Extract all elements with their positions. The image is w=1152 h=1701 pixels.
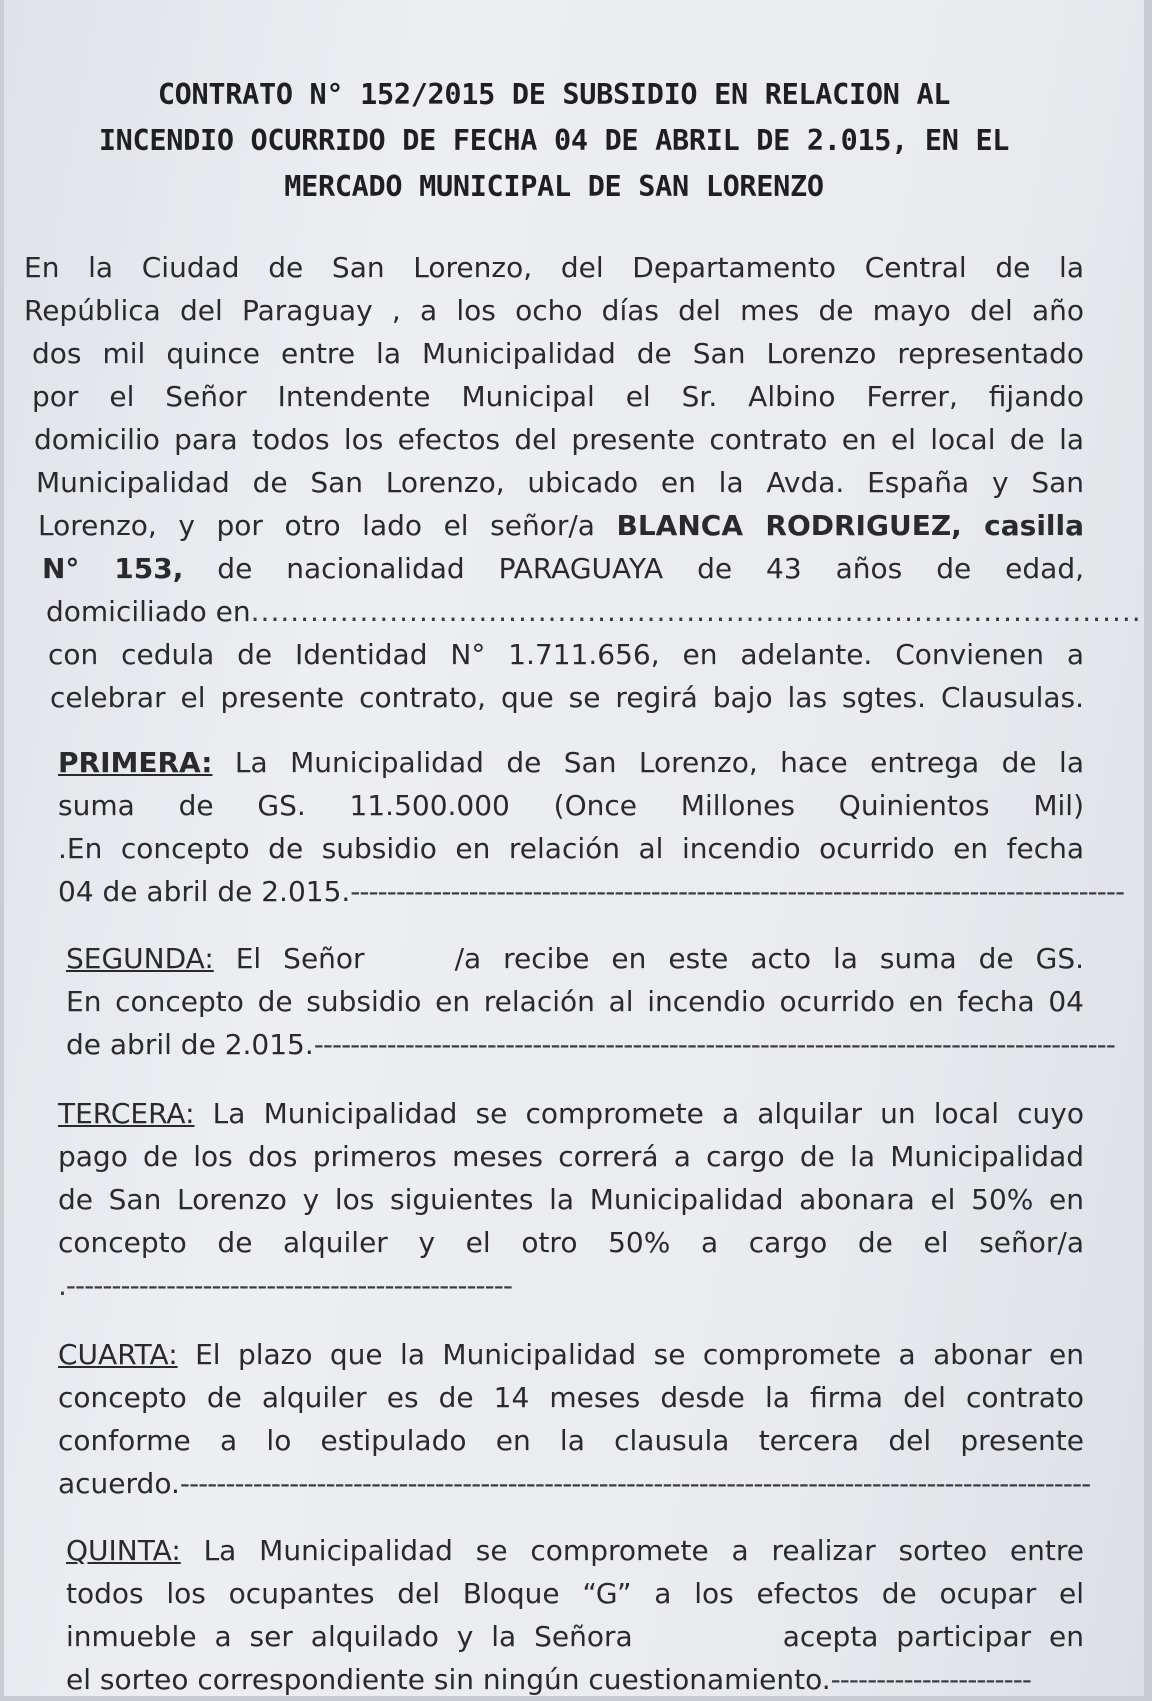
clause-tercera — [24, 1092, 1084, 1307]
document-page — [4, 0, 1144, 1696]
clause-line: concepto de alquiler y el otro 50% a cargo de el señor/a — [58, 1226, 1084, 1259]
clause-cuarta — [24, 1333, 1091, 1505]
clause-label: TERCERA: — [58, 1097, 195, 1130]
intro-line: celebrar el presente contrato, que se regirá bajo las sgtes. Clausulas. — [50, 681, 1084, 714]
clause-line — [58, 1333, 1084, 1376]
clause-line: concepto de alquiler es de 14 meses desde la firma del contrato — [58, 1381, 1084, 1414]
blank-dashed-line: ---------------------------------------------------------------------------------------- — [313, 1028, 1115, 1061]
intro-line — [24, 547, 1084, 590]
title-line-2: INCENDIO OCURRIDO DE FECHA 04 DE ABRIL DE 2.015, EN EL — [98, 124, 1010, 157]
clause-text: acuerdo. — [58, 1467, 180, 1500]
clause-line — [66, 1615, 1084, 1658]
intro-text: domiciliado en — [46, 595, 251, 628]
clause-text: El plazo que la Municipalidad se compromete a abonar en — [177, 1338, 1084, 1371]
clause-text: La Municipalidad se compromete a realizar sorteo entre — [180, 1534, 1084, 1567]
clause-line: suma de GS. 11.500.000 (Once Millones Quinientos Mil) — [58, 789, 1084, 822]
clause-text: /a recibe en este acto la suma de GS. — [454, 942, 1084, 975]
intro-line: domicilio para todos los efectos del presente contrato en el local de la — [34, 423, 1084, 456]
intro-line — [24, 504, 1084, 547]
clause-line — [58, 1462, 1091, 1505]
intro-line: dos mil quince entre la Municipalidad de San Lorenzo representado — [32, 337, 1084, 370]
clause-primera — [24, 741, 1125, 913]
title-line-3: MERCADO MUNICIPAL DE SAN LORENZO — [284, 170, 824, 203]
intro-line: por el Señor Intendente Municipal el Sr. Albino Ferrer, fijando — [32, 380, 1084, 413]
clause-line — [66, 1529, 1084, 1572]
clause-line: .En concepto de subsidio en relación al incendio ocurrido en fecha — [58, 832, 1084, 865]
intro-line — [24, 590, 1142, 633]
clause-text: inmueble a ser alquilado y la Señora — [66, 1620, 633, 1653]
clause-line — [58, 1092, 1084, 1135]
clause-quinta — [24, 1529, 1084, 1701]
beneficiary-name: BLANCA RODRIGUEZ, casilla — [616, 509, 1085, 542]
intro-line: Municipalidad de San Lorenzo, ubicado en la Avda. España y San — [36, 466, 1084, 499]
clause-line — [66, 1023, 1115, 1066]
clause-text: el sorteo correspondiente sin ningún cuestionamiento. — [66, 1663, 831, 1696]
clause-text: 04 de abril de 2.015. — [58, 875, 351, 908]
clause-segunda — [24, 937, 1115, 1066]
clause-text: La Municipalidad se compromete a alquilar un local cuyo — [194, 1097, 1084, 1130]
intro-text: Lorenzo, y por otro lado el señor/a — [38, 509, 617, 542]
clause-text: La Municipalidad de San Lorenzo, hace entrega de la — [212, 746, 1084, 779]
clause-line: En concepto de subsidio en relación al incendio ocurrido en fecha 04 — [66, 985, 1084, 1018]
clause-text: acepta participar en — [782, 1620, 1085, 1653]
blank-dashed-line: .------------------------------------------------- — [58, 1269, 512, 1302]
intro-line: En la Ciudad de San Lorenzo, del Departamento Central de la — [24, 251, 1084, 284]
contract-title — [4, 72, 1104, 210]
clause-line — [58, 870, 1125, 913]
clause-label: SEGUNDA: — [66, 942, 214, 975]
clause-line: conforme a lo estipulado en la clausula tercera del presente — [58, 1424, 1084, 1457]
intro-line: República del Paraguay , a los ocho días del mes de mayo del año — [24, 294, 1084, 327]
blank-dotted-line: .......................................................................................... — [250, 595, 1142, 628]
intro-paragraph — [24, 246, 1142, 719]
clause-label: QUINTA: — [66, 1534, 181, 1567]
stall-number: N° 153, — [42, 552, 184, 585]
blank-dashed-line: ---------------------------------------------------------------------------------------------------- — [179, 1467, 1091, 1500]
blank-dashed-line: ---------------------- — [830, 1663, 1031, 1696]
intro-text: de nacionalidad PARAGUAYA de 43 años de edad, — [183, 552, 1085, 585]
clause-text: El Señor — [213, 942, 365, 975]
clause-line: de San Lorenzo y los siguientes la Municipalidad abonara el 50% en — [58, 1183, 1084, 1216]
clause-label: CUARTA: — [58, 1338, 178, 1371]
clause-line — [58, 741, 1084, 784]
clause-label: PRIMERA: — [58, 746, 213, 779]
clause-line — [66, 1658, 1084, 1701]
blank-dashed-line: ------------------------------------------------------------------------------------- — [350, 875, 1125, 908]
clause-line: pago de los dos primeros meses correrá a cargo de la Municipalidad — [58, 1140, 1084, 1173]
title-line-1: CONTRATO N° 152/2015 DE SUBSIDIO EN RELACION AL — [157, 78, 951, 111]
intro-line: con cedula de Identidad N° 1.711.656, en adelante. Convienen a — [48, 638, 1084, 671]
clause-line: todos los ocupantes del Bloque “G” a los efectos de ocupar el — [66, 1577, 1084, 1610]
contract-body — [24, 246, 1142, 1701]
clause-text: de abril de 2.015. — [66, 1028, 314, 1061]
clause-line — [66, 937, 1084, 980]
